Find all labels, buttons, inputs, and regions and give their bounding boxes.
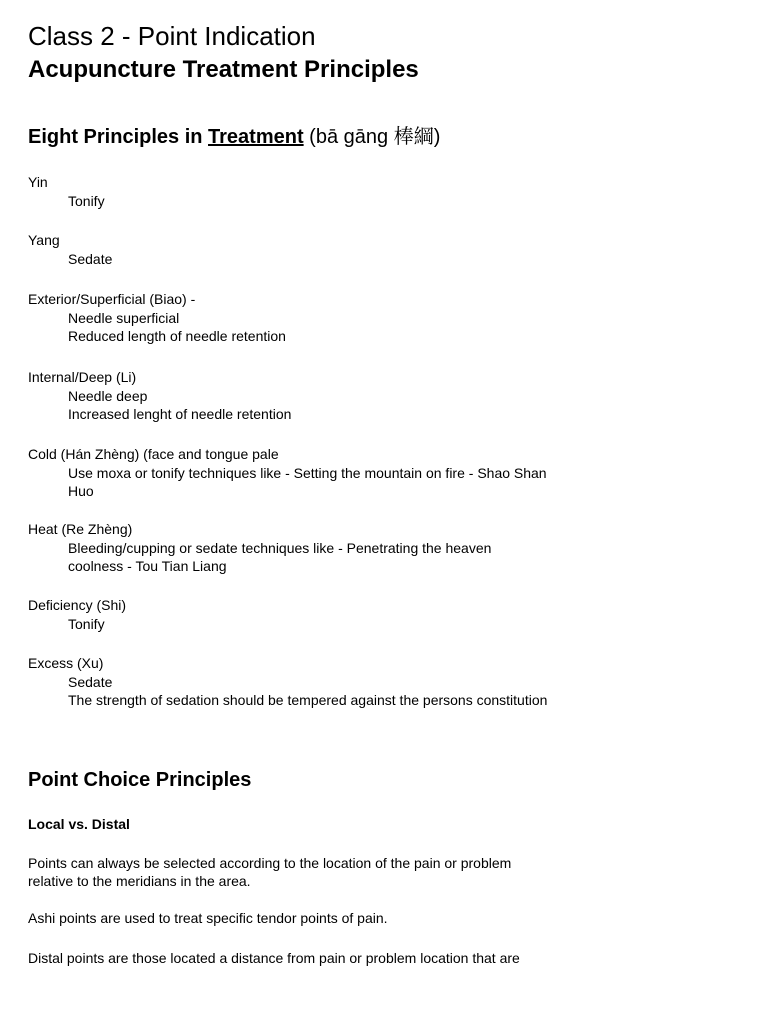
principle-detail: Sedate — [68, 250, 113, 267]
principle-detail: Reduced length of needle retention — [68, 327, 286, 344]
paragraph: Distal points are those located a distance from pain or problem location that are — [28, 950, 520, 966]
principle-deficiency — [28, 596, 568, 633]
principle-detail: Tonify — [68, 615, 105, 632]
principle-name: Excess (Xu) — [28, 655, 104, 671]
principle-detail: Needle deep — [68, 387, 148, 404]
principle-detail: Sedate — [68, 673, 113, 690]
heading-prefix: Eight Principles in — [28, 126, 209, 148]
principle-detail: Needle superficial — [68, 309, 180, 326]
principle-yang — [28, 231, 568, 268]
document-title: Acupuncture Treatment Principles — [28, 56, 419, 83]
principle-name: Deficiency (Shi) — [28, 597, 127, 613]
principle-name: Heat (Re Zhèng) — [28, 521, 133, 537]
principle-detail: Tonify — [68, 192, 105, 209]
principle-detail: Use moxa or tonify techniques like - Setting the mountain on fire - Shao Shan Huo — [68, 464, 547, 499]
principle-yin — [28, 173, 568, 210]
eight-principles-heading — [28, 120, 440, 149]
local-vs-distal-subheading: Local vs. Distal — [28, 816, 130, 832]
heading-underlined-word: Treatment — [208, 126, 304, 148]
principle-name: Yin — [28, 174, 48, 190]
principle-detail: Increased lenght of needle retention — [68, 405, 292, 422]
principle-name: Yang — [28, 232, 60, 248]
principle-detail: Bleeding/cupping or sedate techniques like - Penetrating the heaven coolness - Tou Tian Liang — [68, 539, 492, 574]
principle-excess — [28, 654, 568, 709]
principle-name: Exterior/Superficial (Biao) - — [28, 291, 196, 307]
point-choice-heading: Point Choice Principles — [28, 769, 252, 791]
principle-exterior — [28, 290, 568, 345]
heading-pinyin: (bā gāng 棒綱) — [303, 126, 441, 148]
class-title: Class 2 - Point Indication — [28, 21, 316, 51]
paragraph: Points can always be selected according to the location of the pain or problem relative to the meridians in the area. — [28, 855, 512, 889]
principle-heat — [28, 520, 568, 575]
principle-detail: The strength of sedation should be tempered against the persons constitution — [68, 691, 548, 708]
principle-cold — [28, 445, 568, 500]
principle-name: Cold (Hán Zhèng) (face and tongue pale — [28, 446, 279, 462]
paragraph: Ashi points are used to treat specific tendor points of pain. — [28, 910, 388, 926]
principle-name: Internal/Deep (Li) — [28, 369, 137, 385]
principle-internal — [28, 368, 568, 423]
